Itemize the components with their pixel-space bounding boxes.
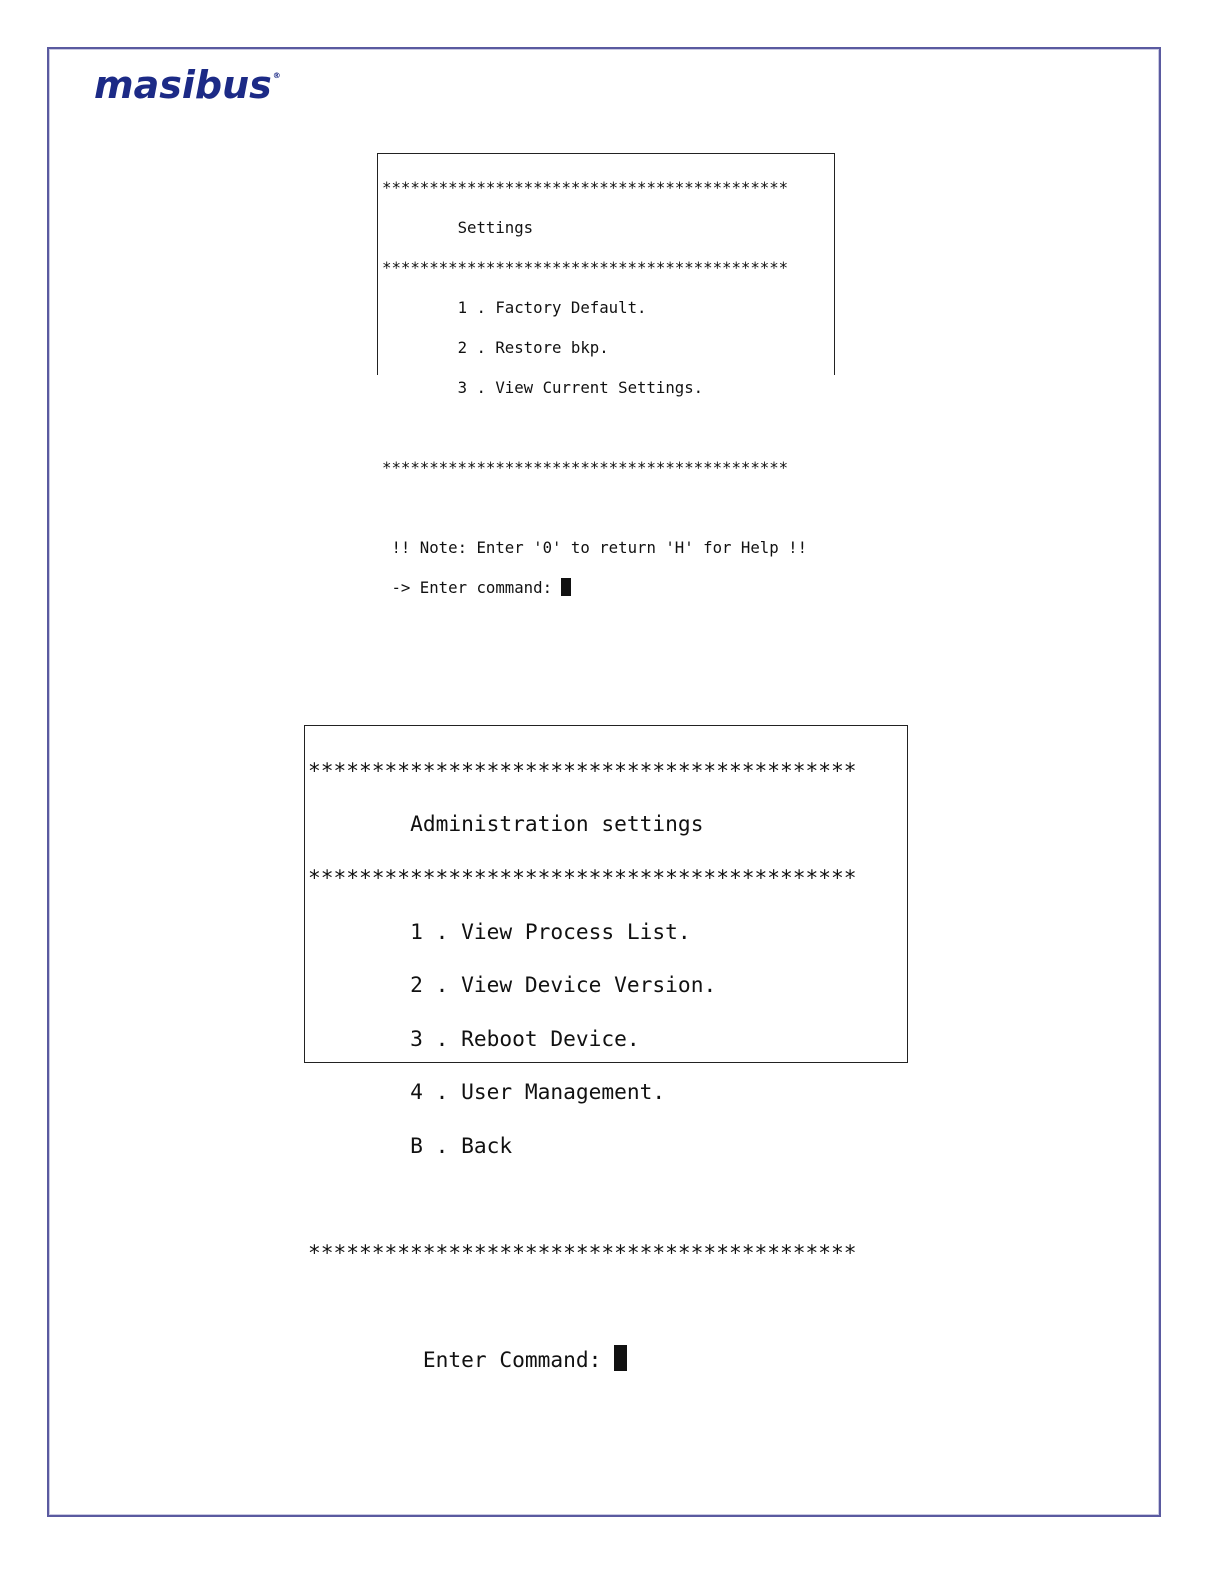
masibus-logo <box>94 63 281 107</box>
admin-terminal-screenshot <box>304 725 908 1373</box>
blank-line <box>382 418 834 438</box>
blank-line <box>308 1187 907 1214</box>
stars-divider: ******************************************* <box>382 178 789 197</box>
menu-item <box>308 1079 907 1106</box>
menu-item <box>308 1133 907 1160</box>
prompt-line <box>308 1347 907 1374</box>
menu-item-back: B . Back <box>410 1132 513 1158</box>
command-prompt: -> Enter command: <box>391 578 553 597</box>
settings-terminal-screenshot <box>377 153 835 597</box>
menu-item <box>308 1026 907 1053</box>
blank-line <box>308 1294 907 1321</box>
menu-item <box>308 919 907 946</box>
menu-item-user-management: 4 . User Management. <box>410 1079 666 1105</box>
prompt-line <box>382 578 834 598</box>
stars-divider: ******************************************* <box>308 757 857 783</box>
note-line <box>382 538 834 558</box>
settings-title: Settings <box>457 218 534 237</box>
menu-item-restore-bkp: 2 . Restore bkp. <box>457 338 609 357</box>
logo-text: masibus <box>94 63 272 107</box>
stars-divider: ******************************************* <box>382 458 789 477</box>
cursor-icon <box>614 1345 627 1371</box>
registered-mark: ® <box>272 71 281 80</box>
menu-item <box>382 378 834 398</box>
menu-item-view-current-settings: 3 . View Current Settings. <box>457 378 704 397</box>
menu-item <box>382 298 834 318</box>
menu-item-reboot-device: 3 . Reboot Device. <box>410 1025 640 1051</box>
menu-item <box>308 972 907 999</box>
menu-item <box>382 338 834 358</box>
stars-divider: ******************************************* <box>308 1240 857 1266</box>
menu-item-view-device-version: 2 . View Device Version. <box>410 972 717 998</box>
menu-item-factory-default: 1 . Factory Default. <box>457 298 647 317</box>
blank-line <box>382 498 834 518</box>
cursor-icon <box>561 578 571 596</box>
settings-title-line <box>382 218 834 238</box>
stars-divider: ******************************************* <box>382 258 789 277</box>
admin-title: Administration settings <box>410 811 704 837</box>
help-note: !! Note: Enter '0' to return 'H' for Help !! <box>391 538 808 557</box>
command-prompt: Enter Command: <box>422 1347 602 1373</box>
stars-divider: ******************************************* <box>308 864 857 890</box>
menu-item-view-process-list: 1 . View Process List. <box>410 918 691 944</box>
admin-title-line <box>308 811 907 838</box>
